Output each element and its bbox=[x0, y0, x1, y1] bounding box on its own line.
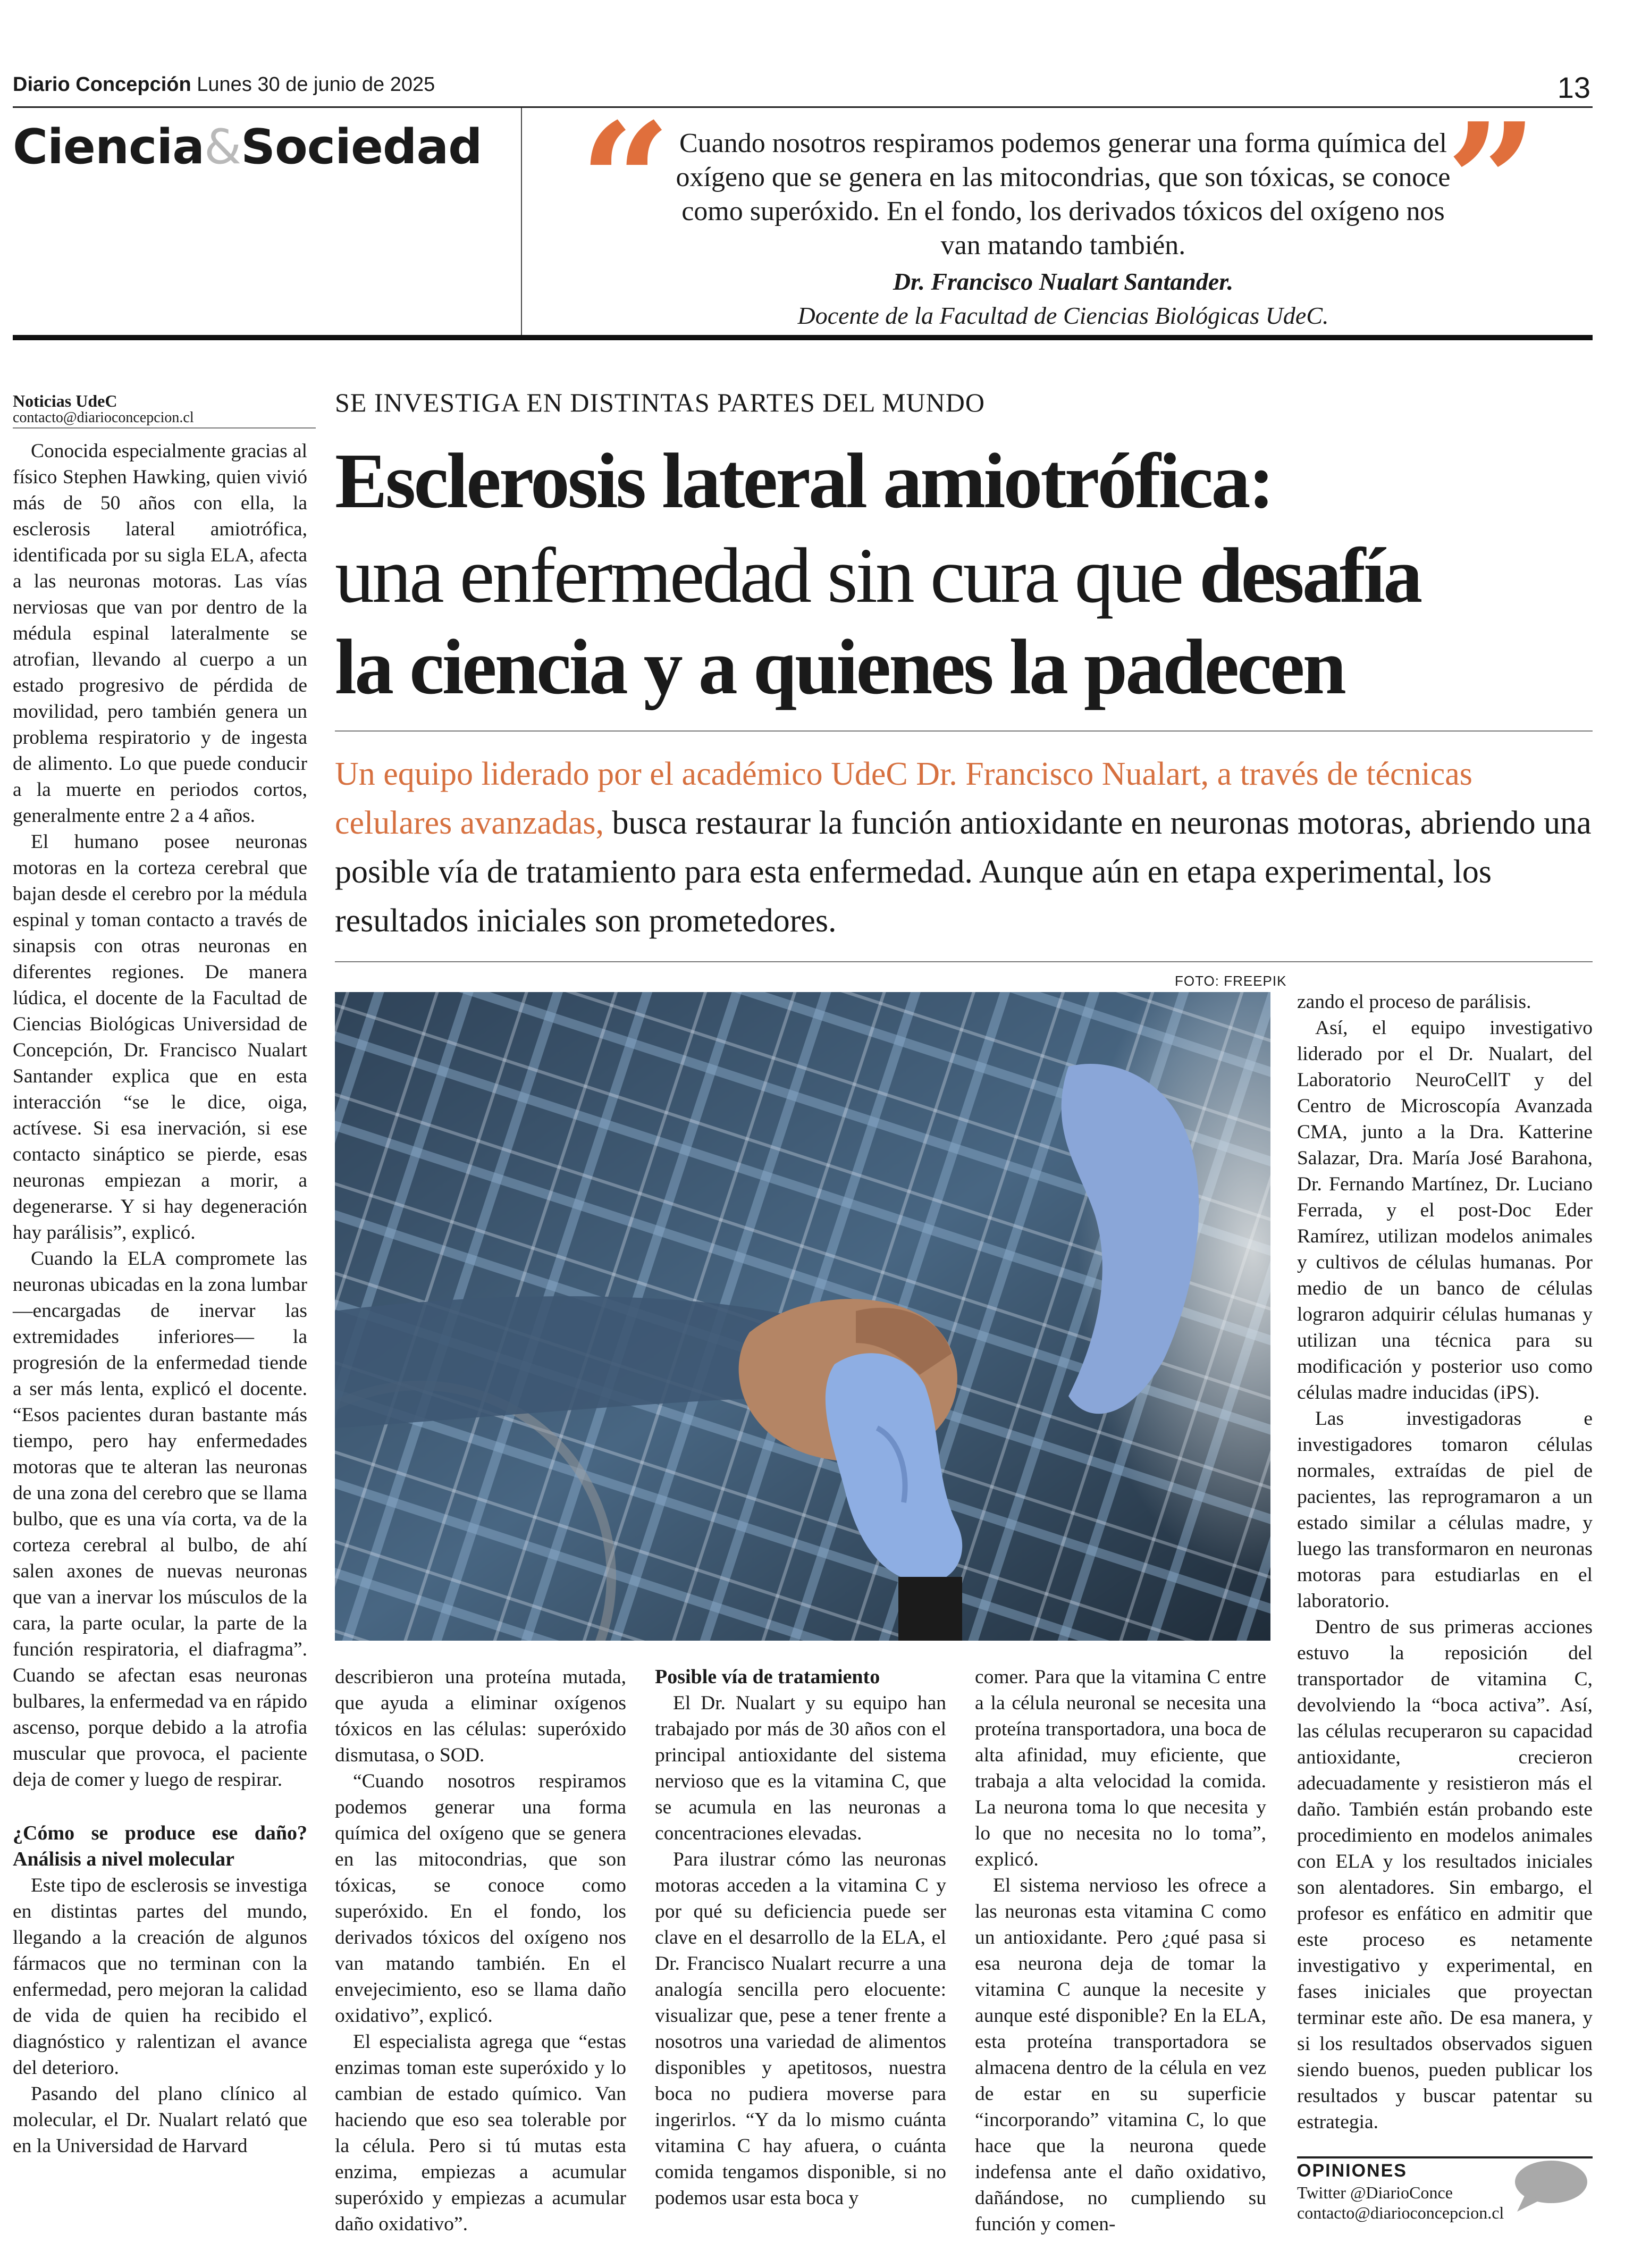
paragraph: zando el proceso de parálisis. bbox=[1297, 991, 1531, 1013]
speech-bubble-icon bbox=[1510, 2156, 1589, 2215]
close-quote-icon: ” bbox=[1446, 88, 1538, 275]
paragraph: Cuando la ELA compromete las neuronas ubicadas en la zona lumbar —encargadas de inervar las extremidades inferiores— la progresión de la enfermedad tiende a ser más lenta, explicó el docente. “Esos pacientes duran bastante más tiempo, pero hay enfermedades motoras que te alteran las neuronas de una zona del cerebro que se llama bulbo, que es una vía corta, va de la corteza cerebral al bulbo, de ahí salen axones de nuevas neuronas que van a inervar los músculos de la cara, la parte ocular, la parte de la función respiratoria, el diafragma”. Cuando se afectan esas neuronas bulbares, la enfermedad va en rápido ascenso, porque debido a la atrofia muscular que provoca, el paciente deja de comer y luego de respirar. bbox=[13, 1248, 307, 1791]
header-divider bbox=[521, 108, 522, 337]
deck bbox=[335, 750, 1595, 945]
section-title bbox=[13, 119, 482, 175]
article-column-4 bbox=[975, 1664, 1266, 2237]
article-photo bbox=[335, 992, 1270, 1641]
paragraph: describieron una proteína mutada, que ayuda a eliminar oxígenos tóxicos en las células: superóxido dismutasa, o SOD. bbox=[335, 1666, 626, 1766]
paragraph: El sistema nervioso les ofrece a las neuronas esta vitamina C como un antioxidante. Pero ¿qué pasa si esa neurona deja de tomar la vitamina C aunque la necesite y aunque esté disponible? En la ELA, esta proteína transportadora se almacena dentro de la célula en vez de estar en su superficie “incorporando” vitamina C, lo que hace que la neurona quede indefensa ante el daño oxidativo, dañándose, no cumpliendo su función y comen- bbox=[975, 1875, 1266, 2235]
article-column-5 bbox=[1297, 989, 1593, 2135]
headline-line-2-bold: desafía bbox=[1199, 532, 1421, 619]
deck-rule bbox=[335, 961, 1593, 962]
paragraph: El Dr. Nualart y su equipo han trabajado por más de 30 años con el principal antioxidante del sistema nervioso que es la vitamina C, que se acumula en las neuronas a concentraciones elevadas. bbox=[655, 1692, 946, 1844]
paragraph: El especialista agrega que “estas enzimas toman este superóxido y lo cambian de estado químico. Van haciendo que eso sea tolerable por la célula. Pero si tú mutas esta enzima, empiezas a acumular superóxido y empiezas a acumular daño oxidativo”. bbox=[335, 2031, 626, 2235]
paragraph: Así, el equipo investigativo liderado por el Dr. Nualart, del Laboratorio NeuroCellT y del Centro de Microscopía Avanzada CMA, junto a la Dra. Katterine Salazar, Dra. María José Barahona, Dr. Fernando Martínez, Dr. Luciano Ferrada, y el post-Doc Eder Ramírez, utilizan modelos animales y cultivos de células humanas. Por medio de un banco de células lograron adquirir células humanas y utilizan una técnica para su modificación y posterior uso como células madre inducidas (iPS). bbox=[1297, 1017, 1593, 1404]
paragraph: Este tipo de esclerosis se investiga en distintas partes del mundo, llegando a la creación de algunos fármacos que no terminan con la enfermedad, pero mejoran la calidad de vida de quien ha recibido el diagnóstico y ralentizan el avance del deterioro. bbox=[13, 1875, 307, 2079]
pull-quote-role: Docente de la Facultad de Ciencias Biológicas UdeC. bbox=[797, 302, 1329, 329]
spacer bbox=[13, 1793, 307, 1820]
header-bottom-rule bbox=[13, 335, 1593, 340]
headline-line-2 bbox=[335, 531, 1420, 621]
paragraph: comer. Para que la vitamina C entre a la célula neuronal se necesita una proteína transportadora, una boca de alta afinidad, muy eficiente, que trabaja a alta velocidad la comida. La neurona toma lo que necesita y lo que no necesita no lo toma”, explicó. bbox=[975, 1666, 1266, 1870]
pull-quote-author: Dr. Francisco Nualart Santander. bbox=[893, 268, 1234, 295]
section-ampersand: & bbox=[204, 119, 241, 175]
byline-email: contacto@diarioconcepcion.cl bbox=[13, 409, 194, 426]
photo-credit: FOTO: FREEPIK bbox=[1175, 973, 1287, 989]
masthead bbox=[13, 73, 435, 96]
kicker: SE INVESTIGA EN DISTINTAS PARTES DEL MUNDO bbox=[335, 388, 985, 417]
paragraph: “Cuando nosotros respiramos podemos generar una forma química del oxígeno que se genera en las mitocondrias, que son tóxicas, se conoce como superóxido. En el fondo, los derivados tóxicos del oxígeno nos van matando también. En el envejecimiento, eso se llama daño oxidativo”, explicó. bbox=[335, 1770, 626, 2027]
opinions-twitter: Twitter @DiarioConce bbox=[1297, 2183, 1453, 2202]
paragraph: El humano posee neuronas motoras en la corteza cerebral que bajan desde el cerebro por la médula espinal y toman contacto a través de sinapsis con otras neuronas en diferentes regiones. De manera lúdica, el docente de la Facultad de Ciencias Biológicas Universidad de Concepción, Dr. Francisco Nualart Santander explica que en esta interacción “se le dice, oiga, actívese. Si esa inervación, si ese contacto sináptico se pierde, esas neuronas empiezan a morir, a degenerarse. Y si hay degeneración hay parálisis”, explicó. bbox=[13, 831, 307, 1244]
opinions-email: contacto@diarioconcepcion.cl bbox=[1297, 2203, 1504, 2222]
headline-line-2-light: una enfermedad sin cura que bbox=[335, 532, 1200, 619]
paragraph: Pasando del plano clínico al molecular, el Dr. Nualart relató que en la Universidad de Harvard bbox=[13, 2083, 307, 2157]
opinions-title: OPINIONES bbox=[1297, 2161, 1407, 2181]
page-number: 13 bbox=[1557, 71, 1590, 104]
subheading: ¿Cómo se produce ese daño? Análisis a nivel molecular bbox=[13, 1822, 307, 1870]
deck-rest: busca restaurar la función antioxidante en neuronas motoras, abriendo una posible vía de tratamiento para esta enfermedad. Aunque aún en etapa experimental, los resultados iniciales son prometedores. bbox=[335, 805, 1592, 939]
section-word-2: Sociedad bbox=[241, 119, 482, 175]
paragraph: Dentro de sus primeras acciones estuvo la reposición del transportador de vitamina C, devolviendo la “boca activa”. Así, las células recuperaron su capacidad antioxidante, crecieron adecuadamente y resistieron más el daño. También están probando este procedimiento en modelos animales con ELA y los resultados iniciales son alentadores. Sin embargo, el profesor es enfático en admitir que este proceso es netamente investigativo y experimental, en fases iniciales que proyectan terminar este año. De esa manera, y si los resultados observados siguen siendo buenos, pueden publicar los resultados y buscar patentar su estrategia. bbox=[1297, 1616, 1593, 2133]
top-rule bbox=[13, 106, 1593, 108]
article-column-3 bbox=[655, 1664, 946, 2211]
section-word-1: Ciencia bbox=[13, 119, 204, 175]
byline-name: Noticias UdeC bbox=[13, 391, 117, 410]
paragraph: Conocida especialmente gracias al físico Stephen Hawking, quien vivió más de 50 años con ella, la esclerosis lateral amiotrófica, identificada por su sigla ELA, afecta a las neuronas motoras. Las vías nerviosas que van por dentro de la médula espinal lateralmente se atrofian, llevando al cuerpo a un estado progresivo de pérdida de movilidad, pero también genera un problema respiratorio y de ingesta de alimento. Lo que puede conducir a la muerte en periodos cortos, generalmente entre 2 a 4 años. bbox=[13, 440, 307, 827]
headline-line-1: Esclerosis lateral amiotrófica: bbox=[335, 438, 1273, 525]
article-column-2 bbox=[335, 1664, 626, 2237]
issue-date: Lunes 30 de junio de 2025 bbox=[197, 73, 435, 96]
article-column-1 bbox=[13, 438, 307, 2159]
headline-line-3: la ciencia y a quienes la padecen bbox=[335, 624, 1344, 711]
headline-rule bbox=[335, 730, 1593, 732]
byline-rule bbox=[13, 427, 316, 429]
publication-name: Diario Concepción bbox=[13, 73, 191, 96]
open-quote-icon: “ bbox=[579, 88, 671, 275]
subheading: Posible vía de tratamiento bbox=[655, 1666, 880, 1688]
paragraph: Las investigadoras e investigadores tomaron células normales, extraídas de piel de pacientes, las reprogramaron a un estado similar a células madre, y luego las transformaron en neuronas motoras para estudiarlas en el laboratorio. bbox=[1297, 1408, 1593, 1612]
pull-quote-text: Cuando nosotros respiramos podemos generar una forma química del oxígeno que se genera en las mitocondrias, que son tóxicas, se conoce como superóxido. En el fondo, los derivados tóxicos del oxígeno nos van matando también. bbox=[676, 128, 1451, 261]
paragraph: Para ilustrar cómo las neuronas motoras acceden a la vitamina C y por qué su deficiencia puede ser clave en el desarrollo de la ELA, el Dr. Francisco Nualart recurre a una analogía sencilla pero elocuente: visualizar que, pese a tener frente a nosotros una variedad de alimentos disponibles y apetitosos, nuestra boca no pudiera moverse para ingerirlos. “Y da lo mismo cuánta vitamina C hay afuera, o cuánta comida tengamos disponible, si no podemos usar esta boca y bbox=[655, 1849, 946, 2209]
deck-highlight: Un equipo liderado por el académico UdeC Dr. Francisco Nualart, a través de técnicas celulares avanzadas, bbox=[335, 756, 1472, 841]
